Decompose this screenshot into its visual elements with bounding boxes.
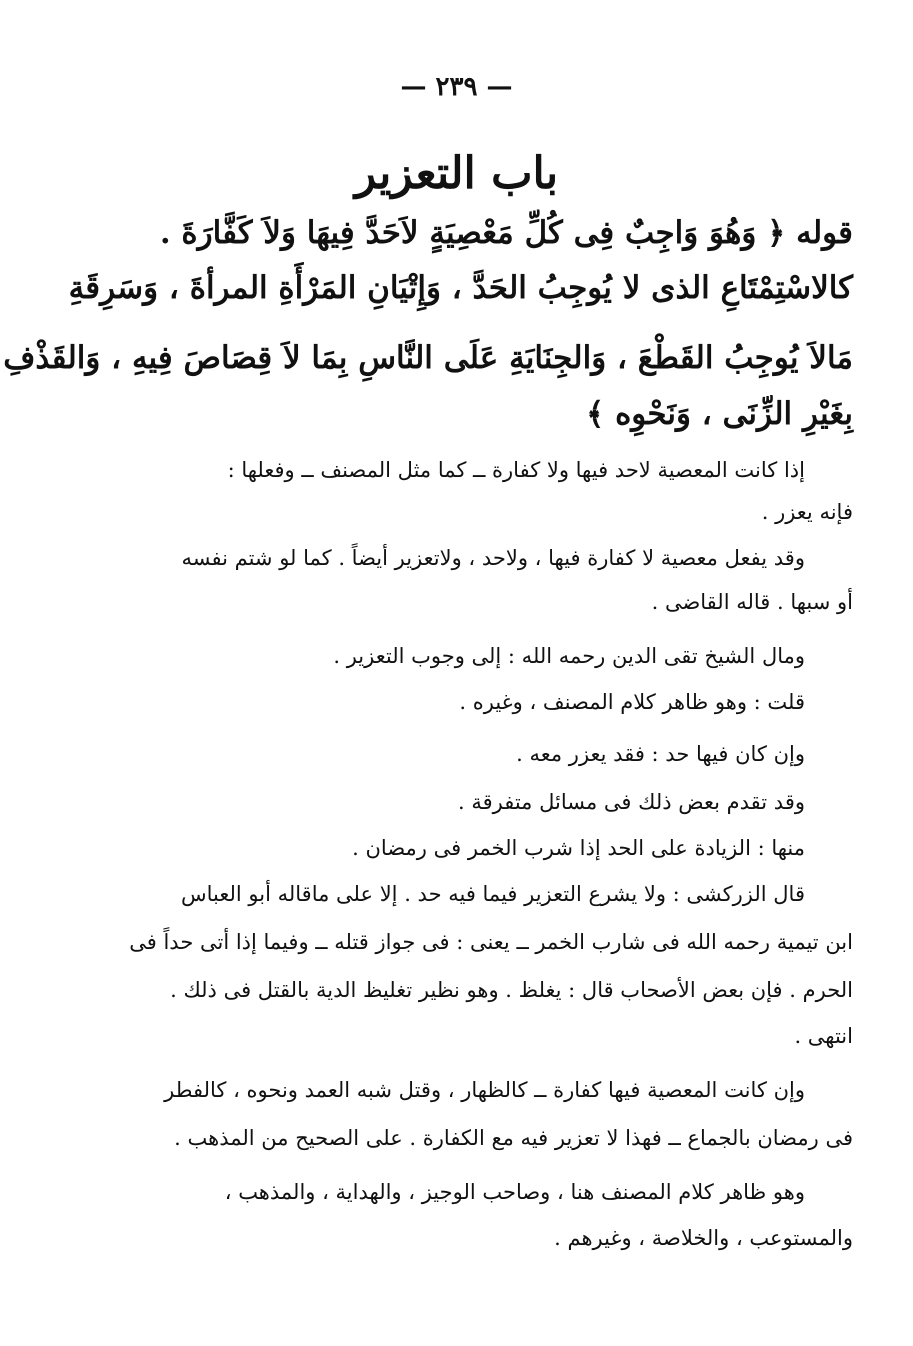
commentary-line: قال الزركشى : ولا يشرع التعزير فيما فيه حد . إلا على ماقاله أبو العباس	[181, 882, 805, 906]
commentary-line: والمستوعب ، والخلاصة ، وغيرهم .	[554, 1226, 853, 1250]
commentary-line: فى رمضان بالجماع ــ فهذا لا تعزير فيه مع الكفارة . على الصحيح من المذهب .	[174, 1126, 853, 1150]
commentary-line: انتهى .	[794, 1024, 853, 1048]
commentary-line: وقد تقدم بعض ذلك فى مسائل متفرقة .	[457, 790, 805, 814]
commentary-line: وهو ظاهر كلام المصنف هنا ، وصاحب الوجيز ، والهداية ، والمذهب ،	[224, 1180, 805, 1204]
commentary-line: ابن تيمية رحمه الله فى شارب الخمر ــ يعنى : فى جواز قتله ــ وفيما إذا أتى حداً فى	[129, 930, 853, 954]
commentary-line: وقد يفعل معصية لا كفارة فيها ، ولاحد ، ولاتعزير أيضاً . كما لو شتم نفسه	[181, 546, 805, 570]
commentary-line: إذا كانت المعصية لاحد فيها ولا كفارة ــ كما مثل المصنف ــ وفعلها :	[227, 458, 805, 482]
commentary-line: وإن كانت المعصية فيها كفارة ــ كالظهار ، وقتل شبه العمد ونحوه ، كالفطر	[164, 1078, 805, 1102]
page-number: — ٢٣٩ —	[400, 72, 513, 102]
commentary-line: فإنه يعزر .	[761, 500, 853, 524]
commentary-line: وإن كان فيها حد : فقد يعزر معه .	[516, 742, 805, 766]
matn-line: كالاسْتِمْتَاعِ الذى لا يُوجِبُ الحَدَّ ، وَإِتْيَانِ المَرْأَةِ المرأةَ ، وَسَرِقَةِ	[68, 270, 853, 306]
commentary-line: منها : الزيادة على الحد إذا شرب الخمر فى رمضان .	[352, 836, 805, 860]
commentary-line: أو سبها . قاله القاضى .	[651, 590, 853, 614]
commentary-line: الحرم . فإن بعض الأصحاب قال : يغلظ . وهو نظير تغليظ الدية بالقتل فى ذلك .	[170, 978, 853, 1002]
commentary-line: ومال الشيخ تقى الدين رحمه الله : إلى وجوب التعزير .	[333, 644, 805, 668]
matn-line: بِغَيْرِ الزِّنَى ، وَنَحْوِه ﴾	[586, 396, 853, 432]
matn-line: قوله ﴿ وَهُوَ وَاجِبٌ فِى كُلِّ مَعْصِيَةٍ لاَحَدَّ فِيهَا وَلاَ كَفَّارَةَ .	[159, 215, 853, 251]
matn-line: مَالاَ يُوجِبُ القَطْعَ ، وَالجِنَايَةِ عَلَى النَّاسِ بِمَا لاَ قِصَاصَ فِيهِ ، وَالقَذْفِ	[3, 340, 853, 376]
commentary-line: قلت : وهو ظاهر كلام المصنف ، وغيره .	[459, 690, 805, 714]
chapter-title: باب التعزير	[354, 148, 559, 199]
